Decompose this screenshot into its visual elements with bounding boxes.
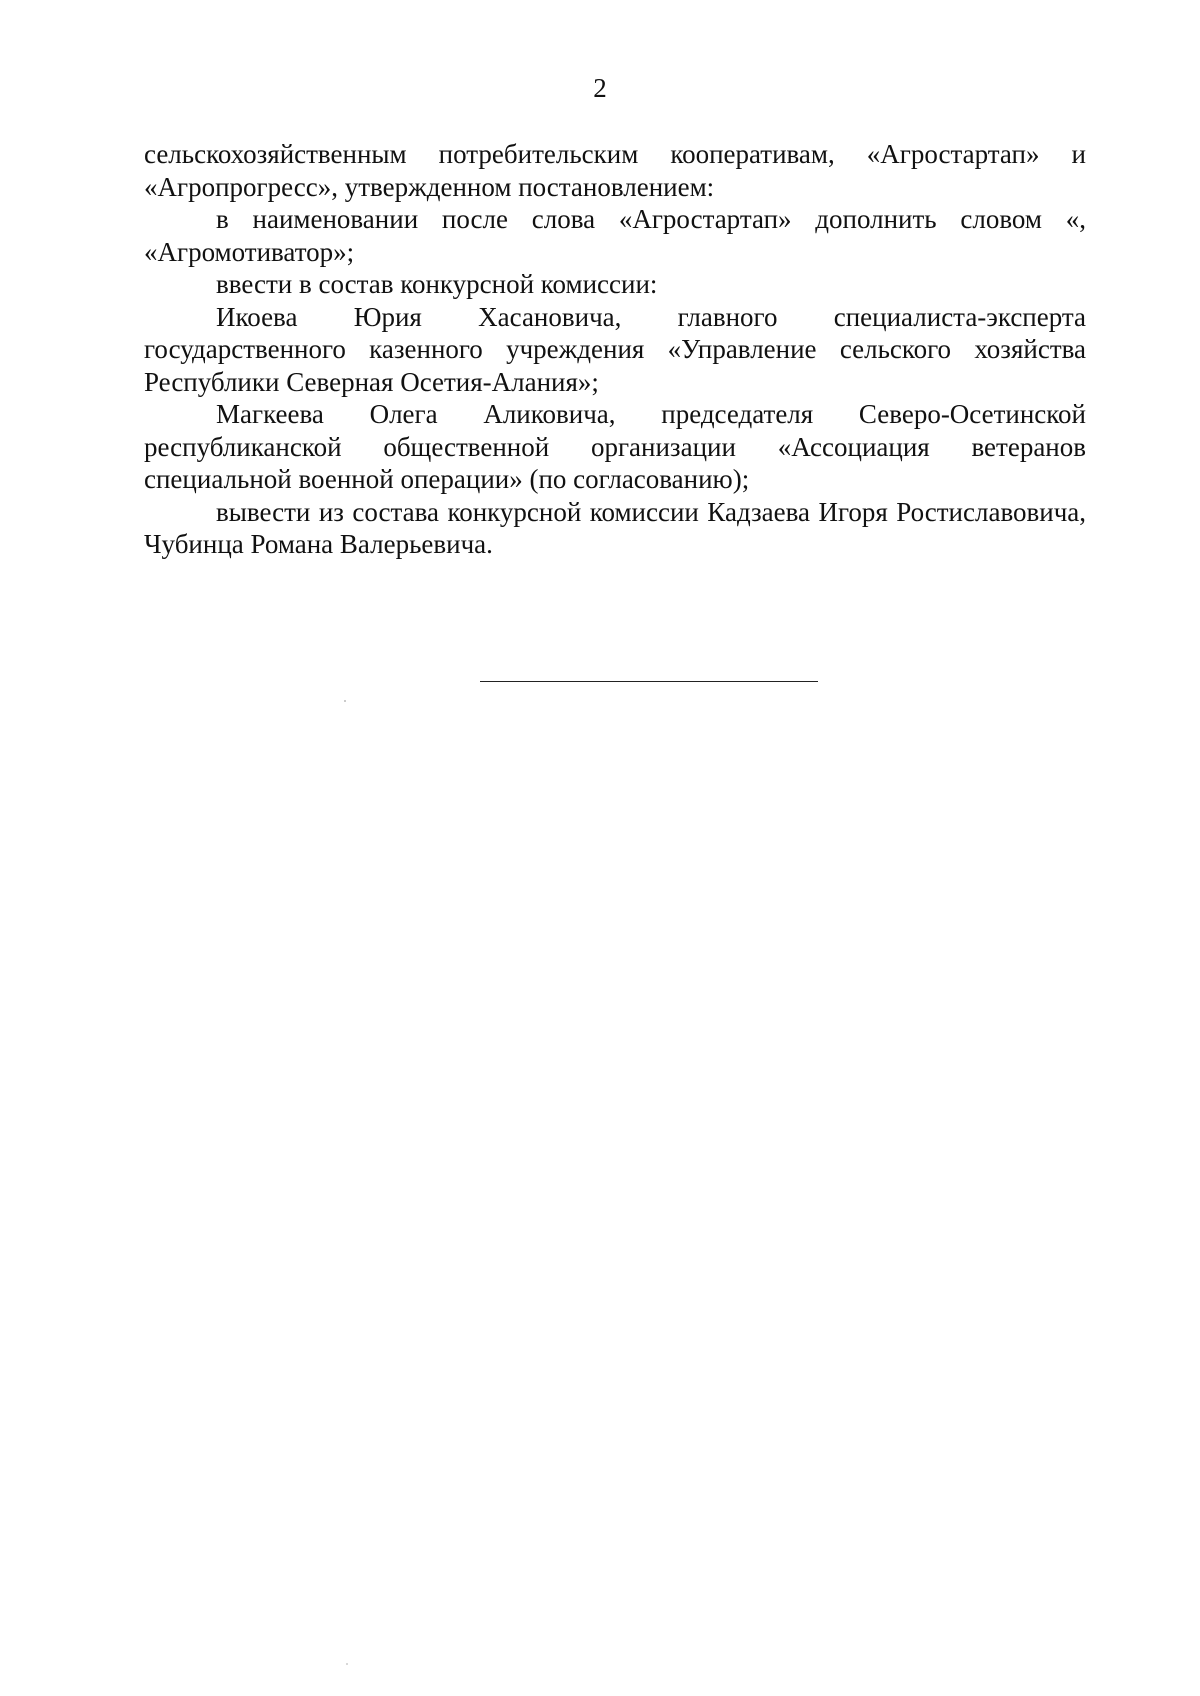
paragraph-continuation <box>144 138 1086 203</box>
text-line: «, «Агромотиватор»; <box>144 204 1087 267</box>
page-number: 2 <box>593 73 607 103</box>
scan-speck <box>346 1663 348 1665</box>
text-line: республиканской общественной организации «Ассоциация ветеранов <box>144 431 1086 462</box>
text-line: государственного казенного учреждения «Управление сельского хозяйства <box>144 334 1086 364</box>
text-line: вывести из состава конкурсной комиссии Кадзаева Игоря <box>216 496 888 527</box>
text-line: Икоева Юрия Хасановича, главного специалиста-эксперта <box>216 301 1086 332</box>
closing-rule <box>480 681 818 682</box>
paragraph-add-members <box>144 268 1086 301</box>
text-line: специальной военной операции» (по согласованию); <box>144 464 750 494</box>
scan-speck <box>344 700 346 702</box>
text-line: сельскохозяйственным потребительским кооперативам, «Агростартап» <box>144 139 1040 169</box>
paragraph-name-amendment <box>144 203 1086 268</box>
text-line: и «Агропрогресс», утвержденном постановлением: <box>144 139 1086 202</box>
document-body <box>144 138 1086 561</box>
text-line: Магкеева Олега Аликовича, председателя Северо-Осетинской <box>216 399 1086 429</box>
text-line: Республики Северная Осетия-Алания»; <box>144 366 599 397</box>
text-line: ввести в состав конкурсной комиссии: <box>216 269 658 299</box>
text-line: Ростиславовича, Чубинца Романа Валерьевича. <box>144 496 1087 559</box>
paragraph-member-magkeev <box>144 398 1086 496</box>
paragraph-member-ikoev <box>144 301 1086 399</box>
text-line: в наименовании после слова «Агростартап» дополнить словом <box>216 204 1042 234</box>
paragraph-remove-members <box>144 496 1086 561</box>
